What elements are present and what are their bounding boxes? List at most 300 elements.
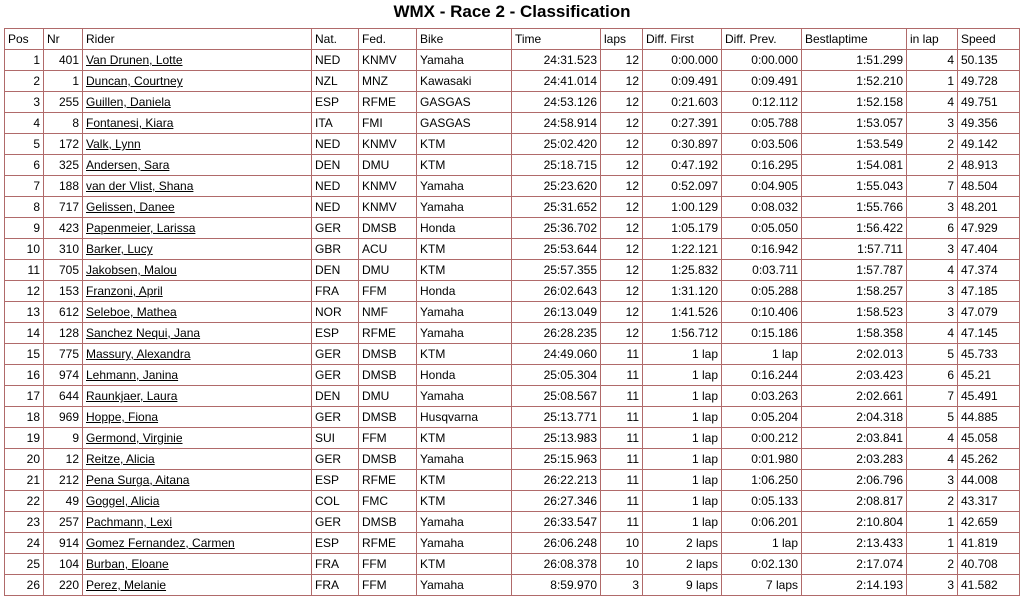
- cell-diff-prev: 0:04.905: [722, 176, 802, 197]
- cell-in-lap: 6: [907, 218, 958, 239]
- table-row: [5, 71, 1020, 92]
- cell-nr: 325: [44, 155, 83, 176]
- cell-in-lap: 6: [907, 365, 958, 386]
- table-row: [5, 512, 1020, 533]
- cell-diff-first: 1:05.179: [643, 218, 722, 239]
- cell-diff-first: 9 laps: [643, 575, 722, 596]
- cell-nr: 128: [44, 323, 83, 344]
- cell-laps: 12: [601, 71, 643, 92]
- cell-rider: [83, 155, 312, 176]
- cell-bestlaptime: 2:17.074: [802, 554, 907, 575]
- cell-diff-first: 0:47.192: [643, 155, 722, 176]
- cell-in-lap: 4: [907, 323, 958, 344]
- cell-time: 25:57.355: [512, 260, 601, 281]
- cell-nr: 255: [44, 92, 83, 113]
- table-body: [5, 50, 1020, 596]
- cell-fed: RFME: [359, 470, 417, 491]
- table-row: [5, 470, 1020, 491]
- cell-diff-prev: 0:02.130: [722, 554, 802, 575]
- cell-bike: KTM: [417, 428, 512, 449]
- cell-bike: KTM: [417, 155, 512, 176]
- cell-nat: GER: [312, 365, 359, 386]
- cell-bike: Honda: [417, 365, 512, 386]
- page-title: WMX - Race 2 - Classification: [393, 2, 631, 21]
- cell-time: 26:02.643: [512, 281, 601, 302]
- cell-diff-prev: 0:09.491: [722, 71, 802, 92]
- cell-nat: GER: [312, 218, 359, 239]
- cell-nr: 974: [44, 365, 83, 386]
- cell-laps: 12: [601, 176, 643, 197]
- cell-rider: [83, 365, 312, 386]
- cell-rider: [83, 554, 312, 575]
- cell-nat: NED: [312, 134, 359, 155]
- cell-bike: Yamaha: [417, 323, 512, 344]
- rider-link[interactable]: Hoppe, Fiona: [86, 410, 159, 424]
- cell-nr: 12: [44, 449, 83, 470]
- rider-link[interactable]: Jakobsen, Malou: [86, 263, 177, 277]
- cell-nat: NOR: [312, 302, 359, 323]
- cell-laps: 11: [601, 491, 643, 512]
- cell-laps: 12: [601, 218, 643, 239]
- cell-pos: 13: [5, 302, 44, 323]
- cell-in-lap: 2: [907, 134, 958, 155]
- cell-nr: 969: [44, 407, 83, 428]
- cell-diff-first: 1 lap: [643, 428, 722, 449]
- cell-in-lap: 2: [907, 155, 958, 176]
- cell-fed: DMSB: [359, 449, 417, 470]
- cell-laps: 12: [601, 155, 643, 176]
- cell-time: 25:36.702: [512, 218, 601, 239]
- table-row: [5, 365, 1020, 386]
- cell-pos: 11: [5, 260, 44, 281]
- cell-bestlaptime: 2:06.796: [802, 470, 907, 491]
- cell-diff-prev: 0:00.000: [722, 50, 802, 71]
- cell-bike: Yamaha: [417, 575, 512, 596]
- cell-time: 26:13.049: [512, 302, 601, 323]
- cell-nat: ESP: [312, 470, 359, 491]
- cell-diff-prev: 7 laps: [722, 575, 802, 596]
- cell-diff-first: 1 lap: [643, 491, 722, 512]
- cell-diff-prev: 0:01.980: [722, 449, 802, 470]
- cell-diff-first: 1:31.120: [643, 281, 722, 302]
- cell-time: 24:31.523: [512, 50, 601, 71]
- cell-pos: 3: [5, 92, 44, 113]
- cell-diff-prev: 0:08.032: [722, 197, 802, 218]
- cell-nat: GBR: [312, 239, 359, 260]
- cell-diff-first: 1 lap: [643, 449, 722, 470]
- cell-diff-first: 1:00.129: [643, 197, 722, 218]
- cell-in-lap: 4: [907, 260, 958, 281]
- cell-fed: KNMV: [359, 197, 417, 218]
- cell-bestlaptime: 2:03.841: [802, 428, 907, 449]
- table-row: [5, 428, 1020, 449]
- cell-bike: KTM: [417, 134, 512, 155]
- cell-nr: 401: [44, 50, 83, 71]
- table-row: [5, 302, 1020, 323]
- rider-link[interactable]: Andersen, Sara: [86, 158, 170, 172]
- cell-laps: 12: [601, 302, 643, 323]
- cell-diff-first: 2 laps: [643, 554, 722, 575]
- cell-bike: Yamaha: [417, 533, 512, 554]
- column-header-laps: laps: [601, 29, 643, 50]
- cell-laps: 11: [601, 470, 643, 491]
- cell-nr: 8: [44, 113, 83, 134]
- cell-bestlaptime: 2:10.804: [802, 512, 907, 533]
- cell-pos: 10: [5, 239, 44, 260]
- cell-diff-first: 0:30.897: [643, 134, 722, 155]
- cell-rider: [83, 71, 312, 92]
- cell-pos: 21: [5, 470, 44, 491]
- cell-speed: 47.929: [958, 218, 1020, 239]
- cell-bike: KTM: [417, 470, 512, 491]
- rider-link[interactable]: Papenmeier, Larissa: [86, 221, 196, 235]
- cell-time: 25:08.567: [512, 386, 601, 407]
- cell-speed: 45.21: [958, 365, 1020, 386]
- cell-rider: [83, 134, 312, 155]
- cell-rider: [83, 575, 312, 596]
- column-header-rider: Rider: [83, 29, 312, 50]
- cell-nr: 644: [44, 386, 83, 407]
- cell-nr: 212: [44, 470, 83, 491]
- cell-rider: [83, 323, 312, 344]
- cell-nat: COL: [312, 491, 359, 512]
- cell-bike: Kawasaki: [417, 71, 512, 92]
- cell-diff-first: 1 lap: [643, 344, 722, 365]
- cell-nat: ESP: [312, 92, 359, 113]
- cell-speed: 49.728: [958, 71, 1020, 92]
- cell-fed: FFM: [359, 554, 417, 575]
- rider-link[interactable]: Pachmann, Lexi: [86, 515, 173, 529]
- table-row: [5, 176, 1020, 197]
- cell-time: 26:08.378: [512, 554, 601, 575]
- cell-bike: Yamaha: [417, 512, 512, 533]
- cell-in-lap: 3: [907, 281, 958, 302]
- cell-laps: 10: [601, 533, 643, 554]
- cell-bike: Yamaha: [417, 197, 512, 218]
- cell-laps: 12: [601, 92, 643, 113]
- cell-speed: 47.404: [958, 239, 1020, 260]
- cell-nr: 153: [44, 281, 83, 302]
- classification-table: [4, 28, 1020, 596]
- cell-fed: DMU: [359, 260, 417, 281]
- cell-rider: [83, 428, 312, 449]
- cell-nat: NED: [312, 50, 359, 71]
- cell-speed: 48.913: [958, 155, 1020, 176]
- cell-bestlaptime: 1:58.257: [802, 281, 907, 302]
- cell-nat: GER: [312, 407, 359, 428]
- table-row: [5, 92, 1020, 113]
- cell-bike: Yamaha: [417, 176, 512, 197]
- cell-rider: [83, 50, 312, 71]
- cell-rider: [83, 113, 312, 134]
- rider-link[interactable]: Valk, Lynn: [86, 137, 141, 151]
- cell-laps: 11: [601, 407, 643, 428]
- rider-link[interactable]: Fontanesi, Kiara: [86, 116, 174, 130]
- cell-pos: 23: [5, 512, 44, 533]
- column-header-time: Time: [512, 29, 601, 50]
- cell-rider: [83, 302, 312, 323]
- cell-bike: GASGAS: [417, 92, 512, 113]
- table-row: [5, 554, 1020, 575]
- cell-bestlaptime: 2:04.318: [802, 407, 907, 428]
- cell-bestlaptime: 1:55.766: [802, 197, 907, 218]
- cell-pos: 5: [5, 134, 44, 155]
- cell-rider: [83, 512, 312, 533]
- table-row: [5, 449, 1020, 470]
- cell-diff-prev: 0:05.050: [722, 218, 802, 239]
- cell-nat: DEN: [312, 260, 359, 281]
- cell-in-lap: 1: [907, 71, 958, 92]
- rider-link[interactable]: Gelissen, Danee: [86, 200, 175, 214]
- cell-in-lap: 5: [907, 407, 958, 428]
- cell-bestlaptime: 2:02.013: [802, 344, 907, 365]
- cell-speed: 45.262: [958, 449, 1020, 470]
- cell-diff-prev: 0:00.212: [722, 428, 802, 449]
- cell-nr: 9: [44, 428, 83, 449]
- cell-fed: NMF: [359, 302, 417, 323]
- cell-laps: 12: [601, 50, 643, 71]
- cell-nat: ITA: [312, 113, 359, 134]
- cell-bestlaptime: 2:02.661: [802, 386, 907, 407]
- cell-nat: NED: [312, 197, 359, 218]
- cell-fed: MNZ: [359, 71, 417, 92]
- cell-time: 8:59.970: [512, 575, 601, 596]
- cell-nr: 1: [44, 71, 83, 92]
- cell-bestlaptime: 1:52.158: [802, 92, 907, 113]
- cell-nr: 172: [44, 134, 83, 155]
- rider-link[interactable]: Pena Surga, Aitana: [86, 473, 190, 487]
- cell-pos: 26: [5, 575, 44, 596]
- cell-laps: 11: [601, 386, 643, 407]
- cell-fed: RFME: [359, 323, 417, 344]
- table-row: [5, 281, 1020, 302]
- cell-diff-prev: 1 lap: [722, 344, 802, 365]
- cell-pos: 2: [5, 71, 44, 92]
- cell-bestlaptime: 2:03.423: [802, 365, 907, 386]
- cell-diff-first: 0:21.603: [643, 92, 722, 113]
- cell-bike: GASGAS: [417, 113, 512, 134]
- cell-bike: Husqvarna: [417, 407, 512, 428]
- cell-rider: [83, 533, 312, 554]
- cell-nat: GER: [312, 344, 359, 365]
- column-header-in-lap: in lap: [907, 29, 958, 50]
- cell-nr: 612: [44, 302, 83, 323]
- cell-time: 25:18.715: [512, 155, 601, 176]
- cell-fed: FMC: [359, 491, 417, 512]
- cell-rider: [83, 407, 312, 428]
- cell-laps: 11: [601, 428, 643, 449]
- cell-bestlaptime: 1:57.787: [802, 260, 907, 281]
- cell-diff-prev: 0:05.788: [722, 113, 802, 134]
- table-row: [5, 134, 1020, 155]
- table-row: [5, 491, 1020, 512]
- rider-link[interactable]: Van Drunen, Lotte: [86, 53, 183, 67]
- cell-bike: KTM: [417, 554, 512, 575]
- cell-fed: DMU: [359, 155, 417, 176]
- cell-nat: FRA: [312, 575, 359, 596]
- cell-rider: [83, 197, 312, 218]
- table-row: [5, 197, 1020, 218]
- cell-pos: 1: [5, 50, 44, 71]
- rider-link[interactable]: Raunkjaer, Laura: [86, 389, 178, 403]
- cell-bike: Yamaha: [417, 302, 512, 323]
- cell-fed: DMSB: [359, 365, 417, 386]
- rider-link[interactable]: Burban, Eloane: [86, 557, 169, 571]
- column-header-fed: Fed.: [359, 29, 417, 50]
- rider-link[interactable]: Reitze, Alicia: [86, 452, 155, 466]
- cell-rider: [83, 344, 312, 365]
- cell-time: 24:58.914: [512, 113, 601, 134]
- cell-bestlaptime: 1:57.711: [802, 239, 907, 260]
- rider-link[interactable]: Seleboe, Mathea: [86, 305, 177, 319]
- cell-pos: 9: [5, 218, 44, 239]
- cell-diff-first: 1:22.121: [643, 239, 722, 260]
- cell-laps: 12: [601, 239, 643, 260]
- cell-in-lap: 1: [907, 512, 958, 533]
- cell-speed: 48.201: [958, 197, 1020, 218]
- rider-link[interactable]: van der Vlist, Shana: [86, 179, 194, 193]
- cell-bike: Honda: [417, 281, 512, 302]
- cell-fed: FFM: [359, 575, 417, 596]
- cell-diff-first: 1 lap: [643, 386, 722, 407]
- table-row: [5, 260, 1020, 281]
- cell-speed: 50.135: [958, 50, 1020, 71]
- cell-diff-first: 1:41.526: [643, 302, 722, 323]
- cell-fed: RFME: [359, 92, 417, 113]
- cell-rider: [83, 92, 312, 113]
- cell-speed: 49.751: [958, 92, 1020, 113]
- cell-diff-prev: 0:16.295: [722, 155, 802, 176]
- cell-nat: FRA: [312, 281, 359, 302]
- cell-bestlaptime: 2:14.193: [802, 575, 907, 596]
- cell-bestlaptime: 1:56.422: [802, 218, 907, 239]
- table-row: [5, 155, 1020, 176]
- cell-nr: 188: [44, 176, 83, 197]
- table-row: [5, 113, 1020, 134]
- cell-laps: 11: [601, 344, 643, 365]
- cell-time: 25:23.620: [512, 176, 601, 197]
- cell-diff-first: 2 laps: [643, 533, 722, 554]
- cell-bestlaptime: 1:54.081: [802, 155, 907, 176]
- rider-link[interactable]: Massury, Alexandra: [86, 347, 191, 361]
- cell-in-lap: 4: [907, 449, 958, 470]
- cell-diff-first: 0:52.097: [643, 176, 722, 197]
- cell-bestlaptime: 1:53.549: [802, 134, 907, 155]
- cell-speed: 45.058: [958, 428, 1020, 449]
- cell-pos: 17: [5, 386, 44, 407]
- cell-pos: 16: [5, 365, 44, 386]
- cell-in-lap: 3: [907, 197, 958, 218]
- rider-link[interactable]: Sanchez Nequi, Jana: [86, 326, 201, 340]
- rider-link[interactable]: Gomez Fernandez, Carmen: [86, 536, 235, 550]
- cell-diff-first: 1 lap: [643, 407, 722, 428]
- table-row: [5, 344, 1020, 365]
- cell-nr: 423: [44, 218, 83, 239]
- cell-fed: RFME: [359, 533, 417, 554]
- rider-link[interactable]: Lehmann, Janina: [86, 368, 179, 382]
- cell-bike: Yamaha: [417, 50, 512, 71]
- cell-bestlaptime: 1:58.523: [802, 302, 907, 323]
- column-header-bestlaptime: Bestlaptime: [802, 29, 907, 50]
- column-header-diff-prev: Diff. Prev.: [722, 29, 802, 50]
- cell-diff-prev: 0:03.506: [722, 134, 802, 155]
- cell-bike: Honda: [417, 218, 512, 239]
- cell-in-lap: 3: [907, 470, 958, 491]
- cell-fed: KNMV: [359, 176, 417, 197]
- cell-speed: 44.885: [958, 407, 1020, 428]
- cell-in-lap: 2: [907, 491, 958, 512]
- rider-link[interactable]: Guillen, Daniela: [86, 95, 171, 109]
- rider-link[interactable]: Perez, Melanie: [86, 578, 167, 592]
- cell-time: 25:15.963: [512, 449, 601, 470]
- rider-link[interactable]: Goggel, Alicia: [86, 494, 160, 508]
- cell-diff-first: 0:00.000: [643, 50, 722, 71]
- cell-rider: [83, 260, 312, 281]
- cell-rider: [83, 386, 312, 407]
- cell-nr: 49: [44, 491, 83, 512]
- cell-pos: 24: [5, 533, 44, 554]
- cell-pos: 25: [5, 554, 44, 575]
- table-row: [5, 239, 1020, 260]
- cell-fed: DMSB: [359, 512, 417, 533]
- rider-link[interactable]: Barker, Lucy: [86, 242, 153, 256]
- cell-time: 24:41.014: [512, 71, 601, 92]
- cell-fed: DMSB: [359, 218, 417, 239]
- table-row: [5, 386, 1020, 407]
- cell-pos: 20: [5, 449, 44, 470]
- cell-bestlaptime: 2:03.283: [802, 449, 907, 470]
- cell-speed: 45.491: [958, 386, 1020, 407]
- cell-fed: FFM: [359, 281, 417, 302]
- cell-diff-prev: 0:10.406: [722, 302, 802, 323]
- rider-link[interactable]: Germond, Virginie: [86, 431, 183, 445]
- cell-diff-prev: 1:06.250: [722, 470, 802, 491]
- cell-diff-prev: 0:16.942: [722, 239, 802, 260]
- cell-pos: 6: [5, 155, 44, 176]
- rider-link[interactable]: Duncan, Courtney: [86, 74, 183, 88]
- cell-bike: Yamaha: [417, 449, 512, 470]
- cell-time: 25:02.420: [512, 134, 601, 155]
- cell-laps: 12: [601, 281, 643, 302]
- cell-nat: GER: [312, 449, 359, 470]
- column-header-nr: Nr: [44, 29, 83, 50]
- cell-diff-prev: 0:05.288: [722, 281, 802, 302]
- cell-laps: 10: [601, 554, 643, 575]
- cell-time: 26:06.248: [512, 533, 601, 554]
- cell-time: 25:05.304: [512, 365, 601, 386]
- rider-link[interactable]: Franzoni, April: [86, 284, 163, 298]
- cell-pos: 15: [5, 344, 44, 365]
- cell-pos: 18: [5, 407, 44, 428]
- cell-nat: NED: [312, 176, 359, 197]
- cell-time: 25:53.644: [512, 239, 601, 260]
- cell-nat: DEN: [312, 155, 359, 176]
- cell-rider: [83, 449, 312, 470]
- cell-bike: KTM: [417, 239, 512, 260]
- cell-diff-first: 1 lap: [643, 512, 722, 533]
- cell-diff-prev: 0:05.133: [722, 491, 802, 512]
- cell-laps: 11: [601, 512, 643, 533]
- cell-diff-prev: 0:06.201: [722, 512, 802, 533]
- cell-bestlaptime: 1:55.043: [802, 176, 907, 197]
- cell-bestlaptime: 1:53.057: [802, 113, 907, 134]
- cell-nr: 104: [44, 554, 83, 575]
- cell-in-lap: 4: [907, 50, 958, 71]
- cell-diff-first: 1:25.832: [643, 260, 722, 281]
- cell-bike: Yamaha: [417, 386, 512, 407]
- cell-fed: FFM: [359, 428, 417, 449]
- cell-nr: 705: [44, 260, 83, 281]
